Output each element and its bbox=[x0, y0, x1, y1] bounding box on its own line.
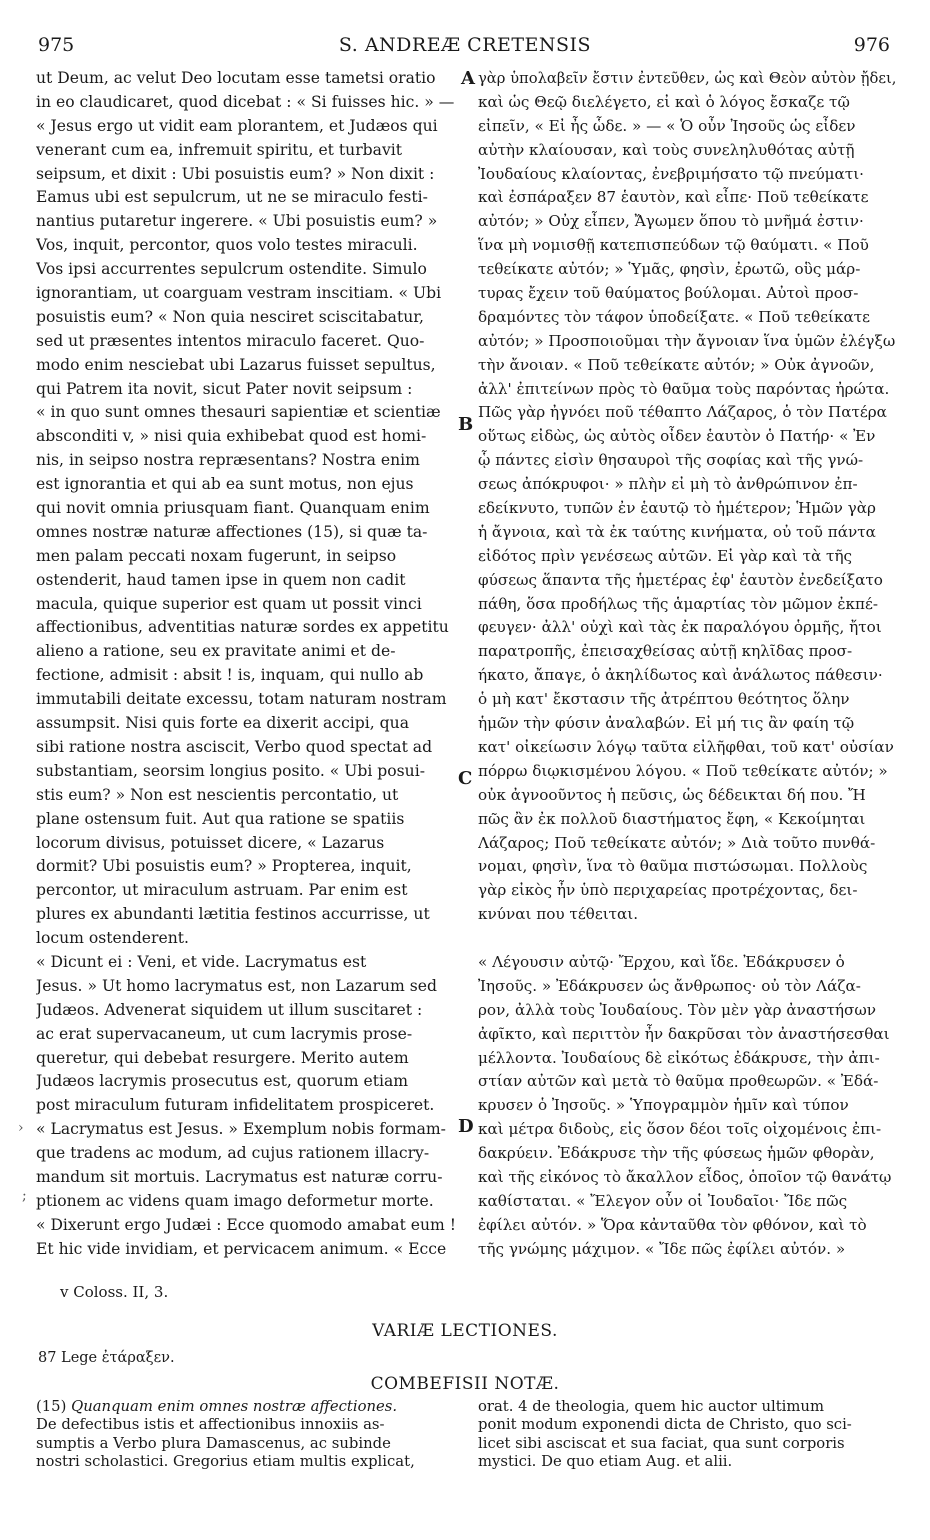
latin-column bbox=[36, 67, 456, 1262]
note-line: sumptis a Verbo plura Damascenus, ac subinde bbox=[36, 1434, 391, 1452]
text-line: Eamus ubi est sepulcrum, ut ne se miraculo festi- bbox=[36, 188, 428, 207]
text-line bbox=[478, 927, 896, 951]
text-line: δραμόντες τὸν τάφον ὑποδείξατε. « Ποῦ τεθείκατε bbox=[478, 307, 870, 326]
text-line: τεθείκατε αὐτόν; » Ὑμᾶς, φησὶν, ἐρωτῶ, οὓς μάρ- bbox=[478, 260, 861, 279]
text-line: ptionem ac videns quam imago deformetur morte. bbox=[36, 1191, 434, 1210]
text-line: « Dicunt ei : Veni, et vide. Lacrymatus est bbox=[36, 952, 367, 971]
margin-pencil-mark: › bbox=[18, 1120, 24, 1136]
running-title: S. ANDREÆ CRETENSIS bbox=[338, 34, 592, 56]
text-line: ut Deum, ac velut Deo locutam esse tametsi oratio bbox=[36, 69, 436, 87]
note-line: nostri scholastici. Gregorius etiam multis explicat, bbox=[36, 1453, 415, 1471]
footnote: v Coloss. II, 3. bbox=[60, 1283, 169, 1301]
text-line: queretur, qui debebat resurgere. Merito autem bbox=[36, 1048, 409, 1067]
text-line: dormit? Ubi posuistis eum? » Propterea, inquit, bbox=[36, 857, 412, 876]
text-line: ἀφῖκτο, καὶ περιττὸν ἦν δακρῦσαι τὸν ἀναστήσεσθαι bbox=[478, 1024, 890, 1043]
text-line: ἐφίλει αὐτόν. » Ὅρα κἀνταῦθα τὸν φθόνον, καὶ τὸ bbox=[478, 1215, 867, 1234]
text-line: σεως ἀπόκρυφοι· » πλὴν εἰ μὴ τὸ ἀνθρώπινον ἐπ- bbox=[478, 475, 858, 494]
margin-pencil-mark: ; bbox=[22, 1188, 27, 1204]
text-line: alieno a ratione, seu ex pravitate animi et de- bbox=[36, 642, 396, 661]
text-line: macula, quique superior est quam ut possit vinci bbox=[36, 594, 422, 613]
text-line: ἀλλ' ἐπιτείνων πρὸς τὸ θαῦμα τοὺς παρόντας ἠρώτα. bbox=[478, 379, 890, 398]
text-line: ὁ μὴ κατ' ἔκστασιν τῆς ἀτρέπτου θεότητος ὅλην bbox=[478, 690, 850, 709]
note-lemma-line bbox=[36, 1398, 456, 1416]
text-line: « in quo sunt omnes thesauri sapientiæ et scientiæ bbox=[36, 403, 441, 422]
page-header bbox=[0, 30, 930, 64]
note-line: ponit modum exponendi dicta de Christo, quo sci- bbox=[478, 1416, 852, 1434]
text-line: μέλλοντα. Ἰουδαίους δὲ εἰκότως ἐδάκρυσε, τὴν ἀπι- bbox=[478, 1048, 880, 1067]
text-line: Vos ipsi accurrentes sepulcrum ostendite. Simulo bbox=[36, 260, 427, 279]
text-line: qui Patrem ita novit, sicut Pater novit seipsum : bbox=[36, 379, 413, 398]
text-line: ἡ ἄγνοια, καὶ τὰ ἐκ ταύτης κινήματα, οὐ τοῦ πάντα bbox=[478, 522, 876, 541]
text-line: εἰπεῖν, « Εἰ ἦς ὧδε. » — « Ὁ οὖν Ἰησοῦς ὡς εἶδεν bbox=[478, 116, 856, 135]
text-line: stis eum? » Non est nescientis percontatio, ut bbox=[36, 785, 399, 804]
text-line: ήκατο, ἄπαγε, ὁ ἀκηλίδωτος καὶ ἀνάλωτος πάθεσιν· bbox=[478, 666, 883, 685]
text-line: plane ostensum fuit. Aut qua ratione se spatiis bbox=[36, 809, 405, 828]
text-line: « Jesus ergo ut vidit eam plorantem, et Judæos qui bbox=[36, 116, 438, 135]
notes-right-column bbox=[478, 1398, 896, 1472]
text-line: que tradens ac modum, ad cujus rationem illacry- bbox=[36, 1144, 430, 1163]
text-line: Judæos. Advenerat siquidem ut illum suscitaret : bbox=[36, 1000, 423, 1019]
variant-reading-note: 87 Lege ἐτάραξεν. bbox=[38, 1350, 175, 1366]
text-line: post miraculum futuram infidelitatem prospiceret. bbox=[36, 1096, 435, 1115]
text-line: Ἰουδαίους κλαίοντας, ἐνεβριμήσατο τῷ πνεύματι· bbox=[478, 164, 864, 183]
note-lemma: Quanquam enim omnes nostræ affectiones. bbox=[71, 1398, 398, 1415]
text-line: καὶ μέτρα διδοὺς, εἰς ὅσον δέοι τοῖς οἰχομένοις ἐπι- bbox=[478, 1120, 882, 1139]
section-marker-a: A bbox=[461, 68, 475, 89]
text-line: φύσεως ἅπαντα τῆς ἡμετέρας ἐφ' ἑαυτὸν ἐνεδείξατο bbox=[478, 570, 883, 589]
text-line: φευγεν· ἀλλ' οὐχὶ καὶ τὰς ἐκ παραλόγου ὁρμῆς, ἤτοι bbox=[478, 618, 882, 637]
text-line: κνύναι που τέθειται. bbox=[478, 905, 639, 924]
text-line: ostenderit, haud tamen ipse in quem non cadit bbox=[36, 570, 406, 589]
text-line: καὶ τῆς εἰκόνος τὸ ἄκαλλον εἶδος, ὁποῖον τῷ θανάτῳ bbox=[478, 1167, 892, 1186]
note-line: De defectibus istis et affectionibus innoxiis as- bbox=[36, 1416, 385, 1434]
text-line: καὶ ἐσπάραξεν 87 ἑαυτὸν, καὶ εἶπε· Ποῦ τεθείκατε bbox=[478, 188, 869, 207]
text-line: τῆς γνώμης μάχιμον. « Ἴδε πῶς ἐφίλει αὐτόν. » bbox=[478, 1239, 846, 1258]
section-marker-d: D bbox=[458, 1116, 474, 1137]
section-marker-b: B bbox=[458, 414, 474, 435]
text-line: καὶ ὡς Θεῷ διελέγετο, εἰ καὶ ὁ λόγος ἔσκαζε τῷ bbox=[478, 92, 850, 111]
notes-left-column bbox=[36, 1398, 456, 1472]
text-line: πόρρω διῳκισμένου λόγου. « Ποῦ τεθείκατε αὐτόν; » bbox=[478, 761, 888, 780]
text-line: καθίσταται. « Ἔλεγον οὖν οἱ Ἰουδαῖοι· Ἴδε πῶς bbox=[478, 1191, 848, 1210]
text-line: « Dixerunt ergo Judæi : Ecce quomodo amabat eum ! bbox=[36, 1215, 456, 1234]
text-line: πάθη, ὅσα προδήλως τῆς ἁμαρτίας τὸν μῶμον ἐκπέ- bbox=[478, 594, 879, 613]
text-line: αὐτὴν κλαίουσαν, καὶ τοὺς συνεληλυθότας αὐτῇ bbox=[478, 140, 855, 159]
left-page-number: 975 bbox=[38, 34, 75, 56]
text-line: τὴν ἄνοιαν. « Ποῦ τεθείκατε αὐτόν; » Οὐκ ἀγνοῶν, bbox=[478, 355, 875, 374]
text-line: sed ut præsentes intentos miraculo faceret. Quo- bbox=[36, 331, 425, 350]
text-line: modo enim nesciebat ubi Lazarus fuisset sepultus, bbox=[36, 355, 436, 374]
text-line: Judæos lacrymis prosecutus est, quorum etiam bbox=[36, 1072, 409, 1091]
text-line: αὐτόν; » Προσποιοῦμαι τὴν ἄγνοιαν ἵνα ὑμῶν ἐλέγξω bbox=[478, 331, 896, 350]
variae-lectiones-heading: VARIÆ LECTIONES. bbox=[372, 1321, 558, 1341]
text-line: mandum sit mortuis. Lacrymatus est naturæ corru- bbox=[36, 1167, 443, 1186]
text-line: immutabili deitate excessu, totam naturam nostram bbox=[36, 690, 447, 709]
text-line: omnes nostræ naturæ affectiones (15), si quæ ta- bbox=[36, 522, 428, 541]
text-line: Jesus. » Ut homo lacrymatus est, non Lazarum sed bbox=[36, 976, 437, 995]
text-line: νομαι, φησὶν, ἵνα τὸ θαῦμα πιστώσωμαι. Πολλοὺς bbox=[478, 857, 868, 876]
text-line: locorum divisus, potuisset dicere, « Lazarus bbox=[36, 833, 385, 852]
text-line: ρον, ἀλλὰ τοὺς Ἰουδαίους. Τὸν μὲν γὰρ ἀναστήσων bbox=[478, 1000, 876, 1019]
text-line: fectione, admisit : absit ! is, inquam, qui nullo ab bbox=[36, 666, 424, 685]
text-line: substantiam, seorsim longius posito. « Ubi posui- bbox=[36, 761, 425, 780]
text-line: assumpsit. Nisi quis forte ea dixerit accipi, qua bbox=[36, 714, 409, 733]
text-line: Πῶς γὰρ ἠγνόει ποῦ τέθαπτο Λάζαρος, ὁ τὸν Πατέρα bbox=[478, 403, 887, 422]
text-line: Λάζαρος; Ποῦ τεθείκατε αὐτόν; » Διὰ τοῦτο πυνθά- bbox=[478, 833, 876, 852]
note-number: (15) bbox=[36, 1398, 72, 1415]
text-line: venerant cum ea, infremuit spiritu, et turbavit bbox=[36, 140, 403, 159]
text-line: πῶς ἂν ἐκ πολλοῦ διαστήματος ἔφη, « Κεκοίμηται bbox=[478, 809, 866, 828]
note-line: licet sibi asciscat et sua faciat, qua sunt corporis bbox=[478, 1434, 845, 1452]
text-line: locum ostenderent. bbox=[36, 929, 189, 948]
text-line: absconditi v, » nisi quia exhibebat quod est homi- bbox=[36, 427, 427, 446]
right-page-number: 976 bbox=[853, 34, 890, 56]
text-line: Ἰησοῦς. » Ἐδάκρυσεν ὡς ἄνθρωπος· οὐ τὸν Λάζα- bbox=[478, 976, 861, 995]
text-line: οὐκ ἀγνοοῦντος ἡ πεῦσις, ὡς δέδεικται δή που. Ἤ bbox=[478, 785, 866, 804]
text-line: est ignorantia et qui ab ea sunt motus, non ejus bbox=[36, 475, 414, 494]
text-line: ac erat supervacaneum, ut cum lacrymis prose- bbox=[36, 1024, 413, 1043]
text-line: ἡμῶν τὴν φύσιν ἀναλαβών. Εἰ μή τις ἂν φαίη τῷ bbox=[478, 714, 855, 733]
text-line: γὰρ εἰκὸς ἦν ὑπὸ περιχαρείας προτρέχοντας, δει- bbox=[478, 881, 858, 900]
text-line: κατ' οἰκείωσιν λόγῳ ταῦτα εἰλῆφθαι, τοῦ κατ' οὐσίαν bbox=[478, 737, 894, 756]
note-line: orat. 4 de theologia, quem hic auctor ultimum bbox=[478, 1398, 824, 1415]
combefisii-notae-heading: COMBEFISII NOTÆ. bbox=[370, 1374, 560, 1394]
text-line: in eo claudicaret, quod dicebat : « Si fuisses hic. » — bbox=[36, 92, 455, 111]
text-line: εδείκνυτο, τυπῶν ἐν ἑαυτῷ τὸ ἡμέτερον; Ἡμῶν γὰρ bbox=[478, 499, 876, 518]
text-line: Vos, inquit, percontor, quos volo testes miraculi. bbox=[36, 236, 418, 255]
text-line: nis, in seipso nostra repræsentans? Nostra enim bbox=[36, 451, 420, 470]
text-line: κρυσεν ὁ Ἰησοῦς. » Ὑπογραμμὸν ἡμῖν καὶ τύπον bbox=[478, 1096, 849, 1115]
text-line: ignorantiam, ut coarguam vestram inscitiam. « Ubi bbox=[36, 284, 442, 303]
text-line: nantius putaretur ingerere. « Ubi posuistis eum? » bbox=[36, 212, 438, 231]
text-line: sibi ratione nostra asciscit, Verbo quod spectat ad bbox=[36, 737, 433, 756]
text-line: γὰρ ὑπολαβεῖν ἔστιν ἐντεῦθεν, ὡς καὶ Θεὸν αὐτὸν ᾔδει, bbox=[478, 69, 897, 87]
section-marker-c: C bbox=[458, 768, 473, 789]
text-line: men palam peccati noxam fugerunt, in seipso bbox=[36, 546, 397, 565]
text-line: percontor, ut miraculum astruam. Par enim est bbox=[36, 881, 408, 900]
text-line: δακρύειν. Ἐδάκρυσε τὴν τῆς φύσεως ἡμῶν φθορὰν, bbox=[478, 1144, 875, 1163]
text-line: seipsum, et dixit : Ubi posuistis eum? » Non dixit : bbox=[36, 164, 435, 183]
text-line: « Λέγουσιν αὐτῷ· Ἔρχου, καὶ ἴδε. Ἐδάκρυσεν ὁ bbox=[478, 952, 845, 971]
text-line: εἰδότος πρὶν γενέσεως αὐτῶν. Εἰ γὰρ καὶ τὰ τῆς bbox=[478, 546, 853, 565]
text-line: qui novit omnia priusquam fiant. Quanquam enim bbox=[36, 499, 430, 518]
text-line: « Lacrymatus est Jesus. » Exemplum nobis formam- bbox=[36, 1120, 446, 1139]
greek-column bbox=[478, 67, 896, 1262]
note-line: mystici. De quo etiam Aug. et alii. bbox=[478, 1453, 733, 1471]
text-line: στίαν αὐτῶν καὶ μετὰ τὸ θαῦμα προθεωρῶν. « Ἐδά- bbox=[478, 1072, 879, 1091]
text-line: ᾧ πάντες εἰσὶν θησαυροὶ τῆς σοφίας καὶ τῆς γνώ- bbox=[478, 451, 864, 470]
text-line: affectionibus, adventitias naturæ sordes ex appetitu bbox=[36, 618, 449, 637]
text-line: αὐτόν; » Οὐχ εἶπεν, Ἄγωμεν ὅπου τὸ μνῆμά ἐστιν· bbox=[478, 212, 864, 231]
text-line: Et hic vide invidiam, et pervicacem animum. « Ecce bbox=[36, 1239, 447, 1258]
text-line: παρατροπῆς, ἐπεισαχθείσας αὐτῇ κηλῖδας προσ- bbox=[478, 642, 853, 661]
text-line: ἵνα μὴ νομισθῇ κατεπισπεύδων τῷ θαύματι. « Ποῦ bbox=[478, 236, 869, 255]
text-line: οὕτως εἰδὼς, ὡς αὐτὸς οἶδεν ἑαυτὸν ὁ Πατήρ· « Ἐν bbox=[478, 427, 876, 446]
text-line: posuistis eum? « Non quia nesciret sciscitabatur, bbox=[36, 307, 424, 326]
text-line: τυρας ἔχειν τοῦ θαύματος βούλομαι. Αὐτοὶ προσ- bbox=[478, 284, 859, 303]
text-line: plures ex abundanti lætitia festinos accurrisse, ut bbox=[36, 905, 430, 924]
